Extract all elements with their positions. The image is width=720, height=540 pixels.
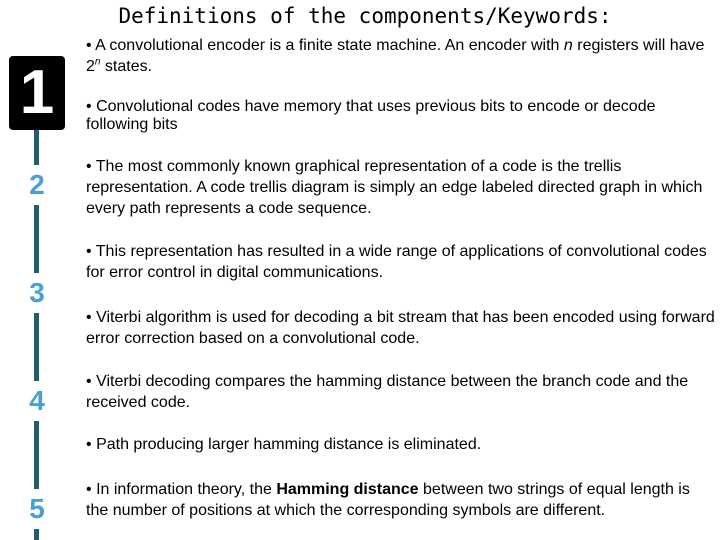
bullet-text: Viterbi algorithm is used for decoding a bit stream that has been encoded using forward error correction based on a convolutional code.: [86, 309, 715, 347]
bullet-applications: [86, 241, 716, 283]
exponent-n: n: [94, 56, 101, 68]
step-number-1: 1: [9, 56, 65, 130]
bullet-path-eliminated: [86, 434, 716, 455]
bullet-marker: •: [86, 98, 92, 115]
bullet-text: A convolutional encoder is a finite state machine. An encoder with: [95, 37, 564, 54]
bullet-text: Viterbi decoding compares the hamming distance between the branch code and the received code.: [86, 373, 689, 411]
step-number-5: 5: [18, 489, 56, 529]
step-number-3: 3: [18, 273, 56, 313]
bullet-marker: •: [86, 436, 92, 453]
bullet-text: registers will have 2: [86, 37, 705, 75]
step-number-2: 2: [18, 165, 56, 205]
bullet-hamming-distance: [86, 479, 716, 521]
slide-title: Definitions of the components/Keywords:: [118, 4, 612, 28]
bullet-text: states.: [100, 58, 153, 75]
bullet-text: between two strings of equal length is the number of positions at which the corresponding symbols are different.: [86, 481, 690, 519]
bullet-marker: •: [86, 309, 92, 326]
bullet-viterbi-decoding: [86, 371, 716, 413]
bullet-text: This representation has resulted in a wide range of applications of convolutional codes for error control in digital communications.: [86, 243, 707, 281]
bullet-encoder-fsm: [86, 35, 716, 77]
bullet-text: Convolutional codes have memory that uses previous bits to encode or decode following bits: [86, 98, 656, 133]
bullet-marker: •: [86, 243, 92, 260]
bullet-marker: •: [86, 373, 92, 390]
bullet-text: In information theory, the: [96, 481, 277, 498]
bullet-marker: •: [86, 158, 92, 175]
bullet-text: Path producing larger hamming distance is eliminated.: [96, 436, 482, 453]
step-number-4: 4: [18, 381, 56, 421]
bullet-trellis: [86, 156, 716, 219]
bullet-marker: •: [86, 37, 92, 54]
bullet-viterbi-algorithm: [86, 307, 716, 349]
variable-n: n: [563, 37, 573, 54]
bullet-marker: •: [86, 481, 92, 498]
term-hamming-distance: Hamming distance: [276, 481, 419, 498]
bullet-text: The most commonly known graphical representation of a code is the trellis representation. A code trellis diagram is simply an edge labeled directed graph in which every path represents a code sequence.: [86, 158, 703, 217]
bullet-memory: [86, 98, 716, 134]
